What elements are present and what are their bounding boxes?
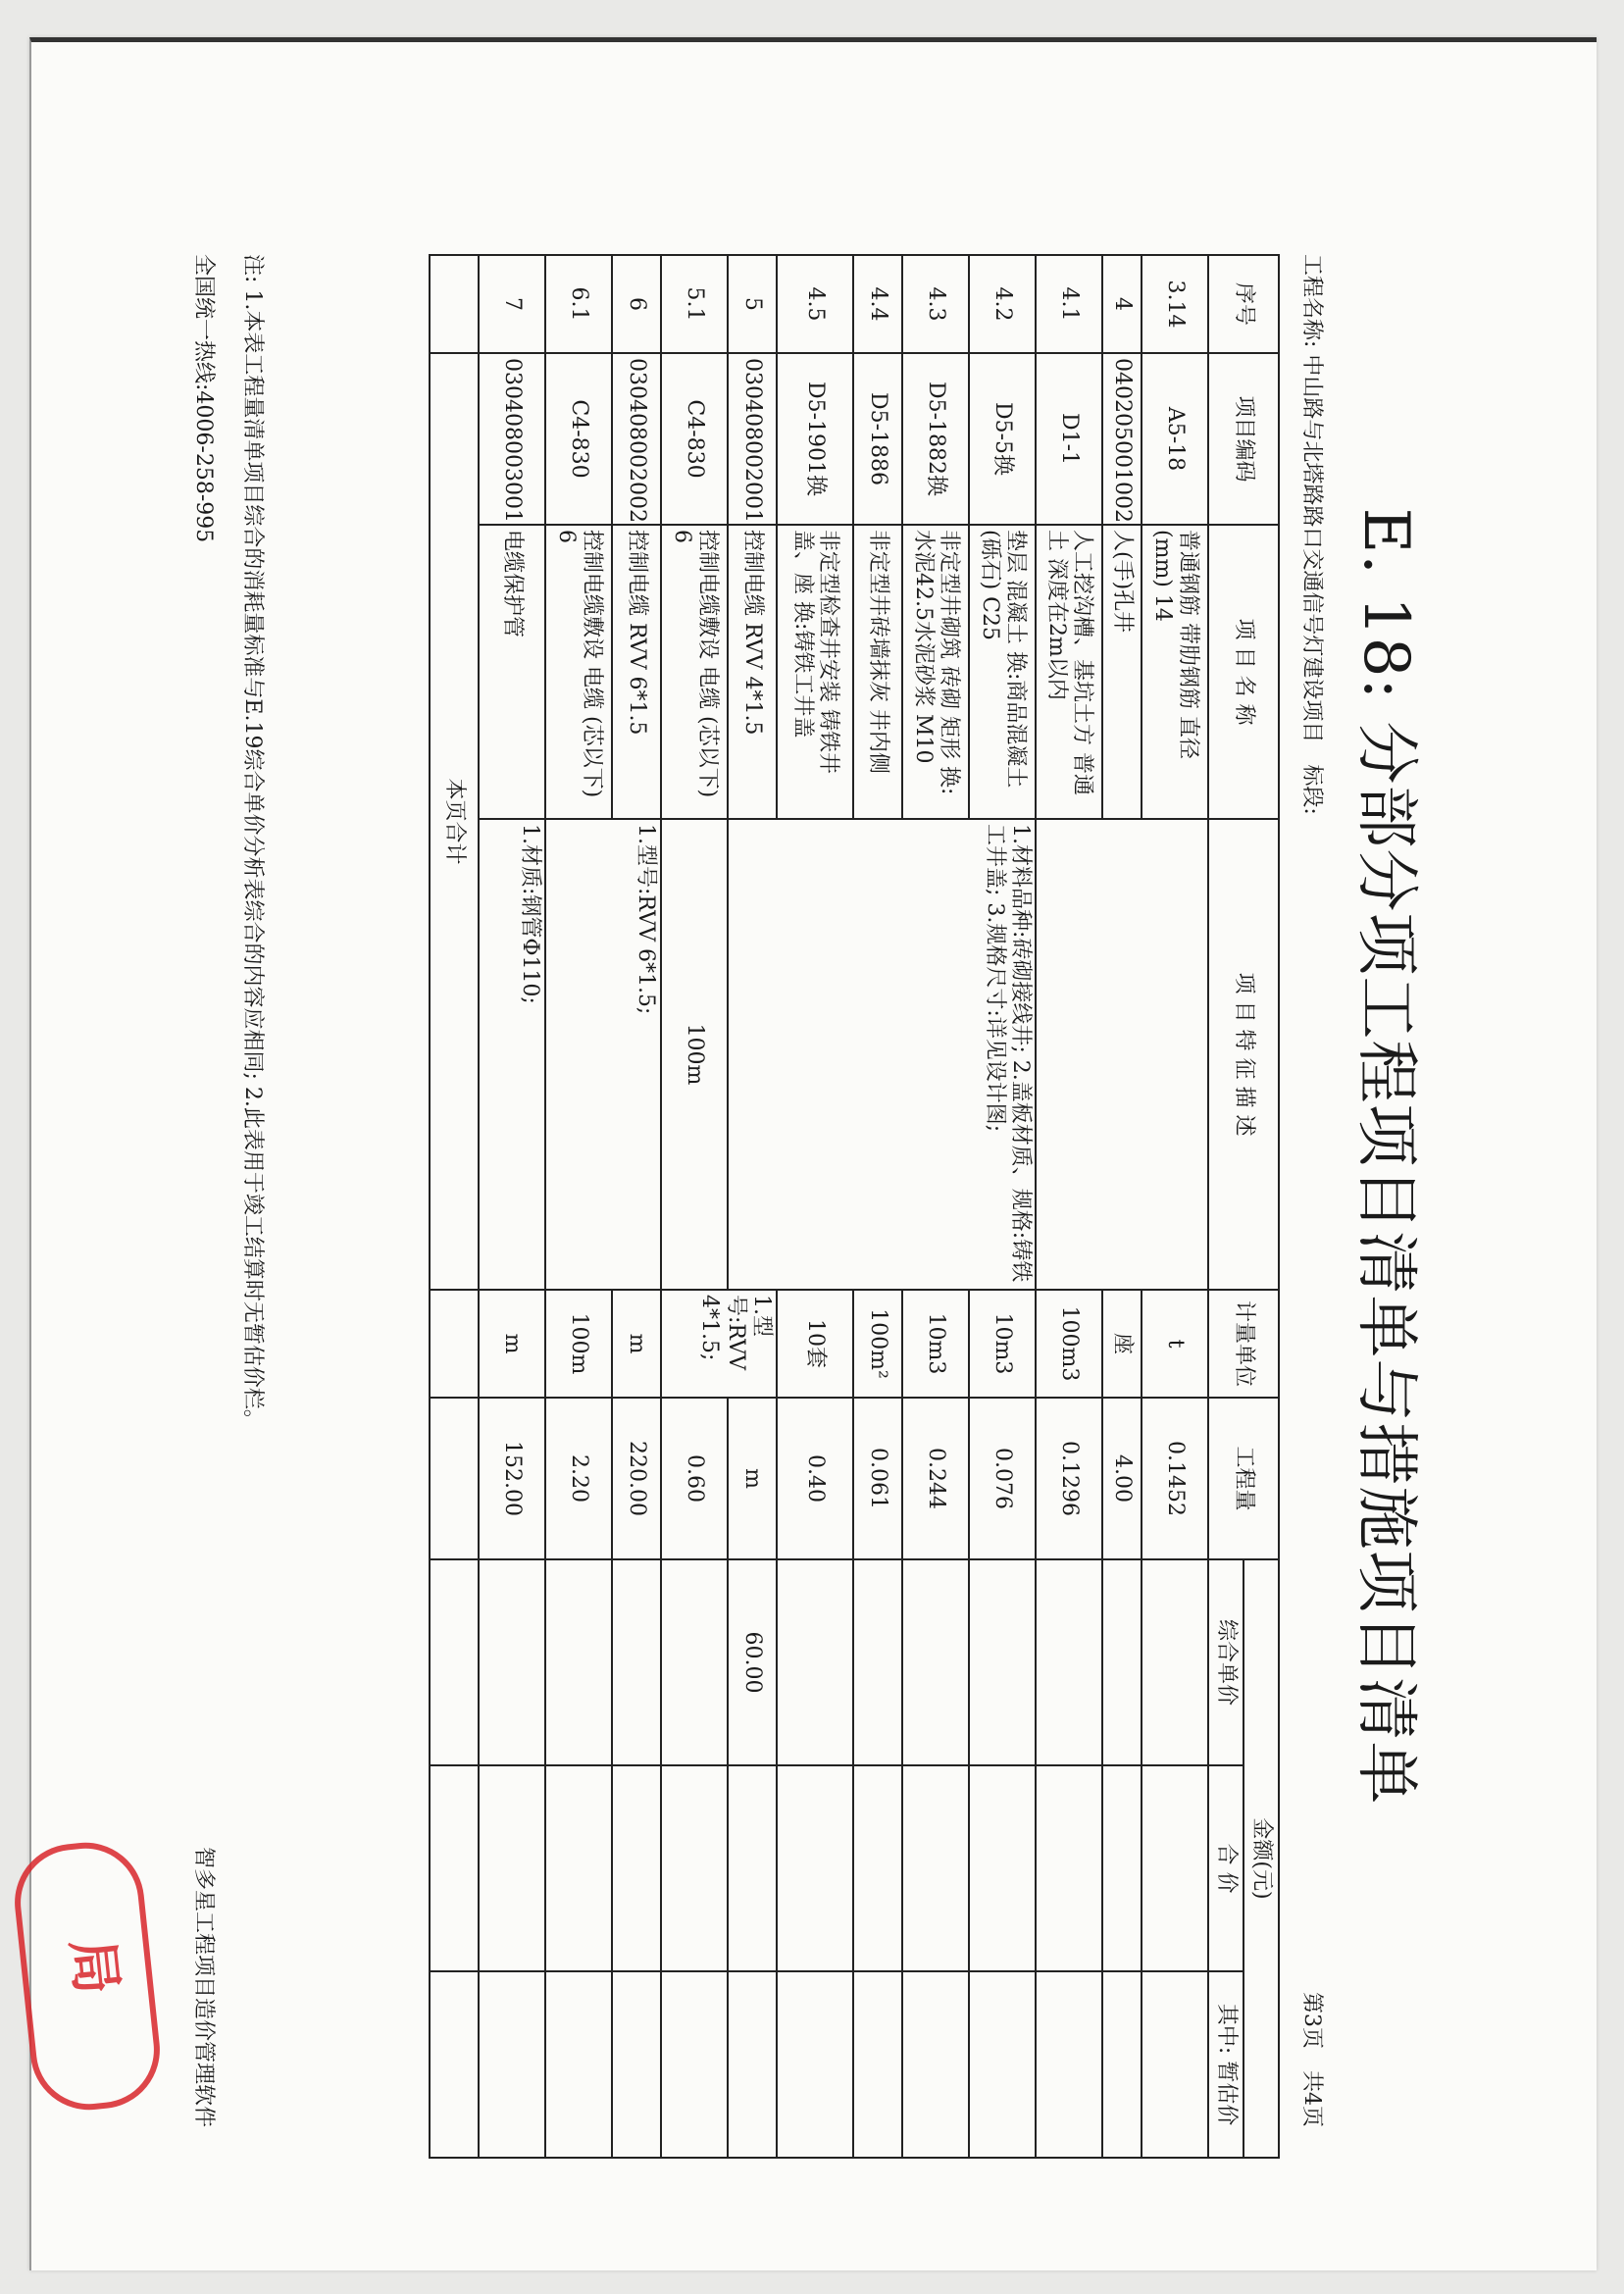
cell-seq: 4.3 xyxy=(902,255,969,353)
cell-unit: m xyxy=(479,1290,545,1398)
project-name: 工程名称: 中山路与北塔路路口交通信号灯建设项目 标段: xyxy=(1299,254,1324,815)
cell-unit: m xyxy=(612,1290,661,1398)
cell-qty: 220.00 xyxy=(612,1398,661,1559)
cell-code: D5-1886 xyxy=(853,353,902,525)
cell-seq: 4.1 xyxy=(1036,255,1102,353)
cell-desc xyxy=(1036,819,1208,1290)
cell-seq: 4.2 xyxy=(969,255,1036,353)
cell-qty: 0.076 xyxy=(969,1398,1036,1559)
cell-seq: 6 xyxy=(612,255,661,353)
cell-seq: 6.1 xyxy=(545,255,612,353)
cell-qty: 0.061 xyxy=(853,1398,902,1559)
cell-qty: 4.00 xyxy=(1102,1398,1142,1559)
cell-code: 030408002001 xyxy=(728,353,777,525)
cell-qty: 60.00 xyxy=(728,1559,777,1765)
cell-qty: 0.40 xyxy=(777,1398,853,1559)
rotated-page xyxy=(59,97,1564,2216)
table-row xyxy=(1142,255,1208,2158)
cell-code: C4-830 xyxy=(545,353,612,525)
cell-seq: 4.5 xyxy=(777,255,853,353)
cell-name: 非定型井砌筑 砖砌 矩形 换:水泥42.5水泥砂浆 M10 xyxy=(902,525,969,819)
cell-desc-group-7: 1.材质:钢管Φ110; xyxy=(479,819,545,1290)
cell-name: 控制电缆敷设 电缆 (芯以下) 6 xyxy=(545,525,612,819)
subtotal-label: 本页合计 xyxy=(430,353,479,1290)
cell-code: D5-5换 xyxy=(969,353,1036,525)
cell-seq: 3.14 xyxy=(1142,255,1208,353)
cell-qty: 0.1452 xyxy=(1142,1398,1208,1559)
cell-unit: 100m² xyxy=(853,1290,902,1398)
cell-name: 控制电缆敷设 电缆 (芯以下) 6 xyxy=(661,525,728,819)
cell-qty: 152.00 xyxy=(479,1398,545,1559)
cell-qty: 0.244 xyxy=(902,1398,969,1559)
cell-code: A5-18 xyxy=(1142,353,1208,525)
software-name: 智多星工程项目造价管理软件 xyxy=(191,1846,216,2127)
cell-name: 普通钢筋 带肋钢筋 直径(mm) 14 xyxy=(1142,525,1208,819)
cell-unit: 座 xyxy=(1102,1290,1142,1398)
cell-desc-group-5: 1.型号:RVV 4*1.5; xyxy=(661,1290,777,1398)
cell-name: 人工挖沟槽、基坑土方 普通土 深度在2m以内 xyxy=(1036,525,1102,819)
bill-table xyxy=(429,254,1280,2159)
cell-code: 030408002002 xyxy=(612,353,661,525)
cell-unit: 100m xyxy=(661,819,728,1290)
cell-name: 人(手)孔井 xyxy=(1102,525,1142,819)
header-desc: 项 目 特 征 描 述 xyxy=(1208,819,1279,1290)
cell-unit: m xyxy=(728,1398,777,1559)
red-seal-stamp: 局 xyxy=(9,1837,166,2116)
cell-seq: 5.1 xyxy=(661,255,728,353)
cell-code: C4-830 xyxy=(661,353,728,525)
cell-code: D5-1901换 xyxy=(777,353,853,525)
cell-code: 040205001002 xyxy=(1102,353,1142,525)
cell-seq: 4.4 xyxy=(853,255,902,353)
cell-qty: 2.20 xyxy=(545,1398,612,1559)
hotline: 全国统一热线:4006-258-995 xyxy=(191,254,216,543)
cell-qty: 0.1296 xyxy=(1036,1398,1102,1559)
table-row xyxy=(969,255,1036,2158)
header-provisional: 其中: 暂估价 xyxy=(1208,1971,1243,2158)
header-name: 项 目 名 称 xyxy=(1208,525,1279,819)
table-row xyxy=(661,255,728,2158)
cell-unit: 10m3 xyxy=(969,1290,1036,1398)
cell-name: 垫层 混凝土 换:商品混凝土 (砾石) C25 xyxy=(969,525,1036,819)
header-unit-price: 综合单价 xyxy=(1208,1559,1243,1765)
cell-desc-group-4: 1.材料品种:砖砌接线井; 2.盖板材质、规格:铸铁工井盖; 3.规格尺寸:详见设计图; xyxy=(728,819,1036,1290)
table-row xyxy=(479,255,545,2158)
table-row xyxy=(612,255,661,2158)
cell-desc-group-6: 1.型号:RVV 6*1.5; xyxy=(545,819,661,1290)
subtotal-row xyxy=(430,255,479,2158)
table-note: 注: 1.本表工程量清单项目综合的消耗量标准与E.19综合单价分析表综合的内容应相同; 2.此表用于竣工结算时无暂估价栏。 xyxy=(240,254,265,1431)
page-number: 第3页 共4页 xyxy=(1299,1992,1324,2127)
cell-seq: 7 xyxy=(479,255,545,353)
cell-name: 控制电缆 RVV 6*1.5 xyxy=(612,525,661,819)
cell-unit: 10套 xyxy=(777,1290,853,1398)
header-code: 项目编码 xyxy=(1208,353,1279,525)
page-title: E. 18: 分部分项工程项目清单与措施项目清单 xyxy=(1349,507,1422,1806)
cell-code: D5-1882换 xyxy=(902,353,969,525)
header-seq: 序号 xyxy=(1208,255,1279,353)
cell-code: 030408003001 xyxy=(479,353,545,525)
cell-unit: 100m xyxy=(545,1290,612,1398)
header-total: 合 价 xyxy=(1208,1765,1243,1971)
cell-name: 电缆保护管 xyxy=(479,525,545,819)
scanned-sheet xyxy=(29,37,1597,2270)
cell-qty: 0.60 xyxy=(661,1398,728,1559)
header-qty: 工程量 xyxy=(1208,1398,1279,1559)
cell-seq: 4 xyxy=(1102,255,1142,353)
cell-code: D1-1 xyxy=(1036,353,1102,525)
cell-unit: 10m3 xyxy=(902,1290,969,1398)
cell-name: 非定型井砖墙抹灰 井内侧 xyxy=(853,525,902,819)
cell-name: 控制电缆 RVV 4*1.5 xyxy=(728,525,777,819)
header-amount: 金额(元) xyxy=(1243,1559,1279,2158)
cell-unit: 100m3 xyxy=(1036,1290,1102,1398)
header-unit: 计量单位 xyxy=(1208,1290,1279,1398)
cell-name: 非定型检查井安装 铸铁井盖、座 换:铸铁工井盖 xyxy=(777,525,853,819)
cell-seq: 5 xyxy=(728,255,777,353)
table-header-row xyxy=(1243,255,1279,2158)
cell-unit: t xyxy=(1142,1290,1208,1398)
